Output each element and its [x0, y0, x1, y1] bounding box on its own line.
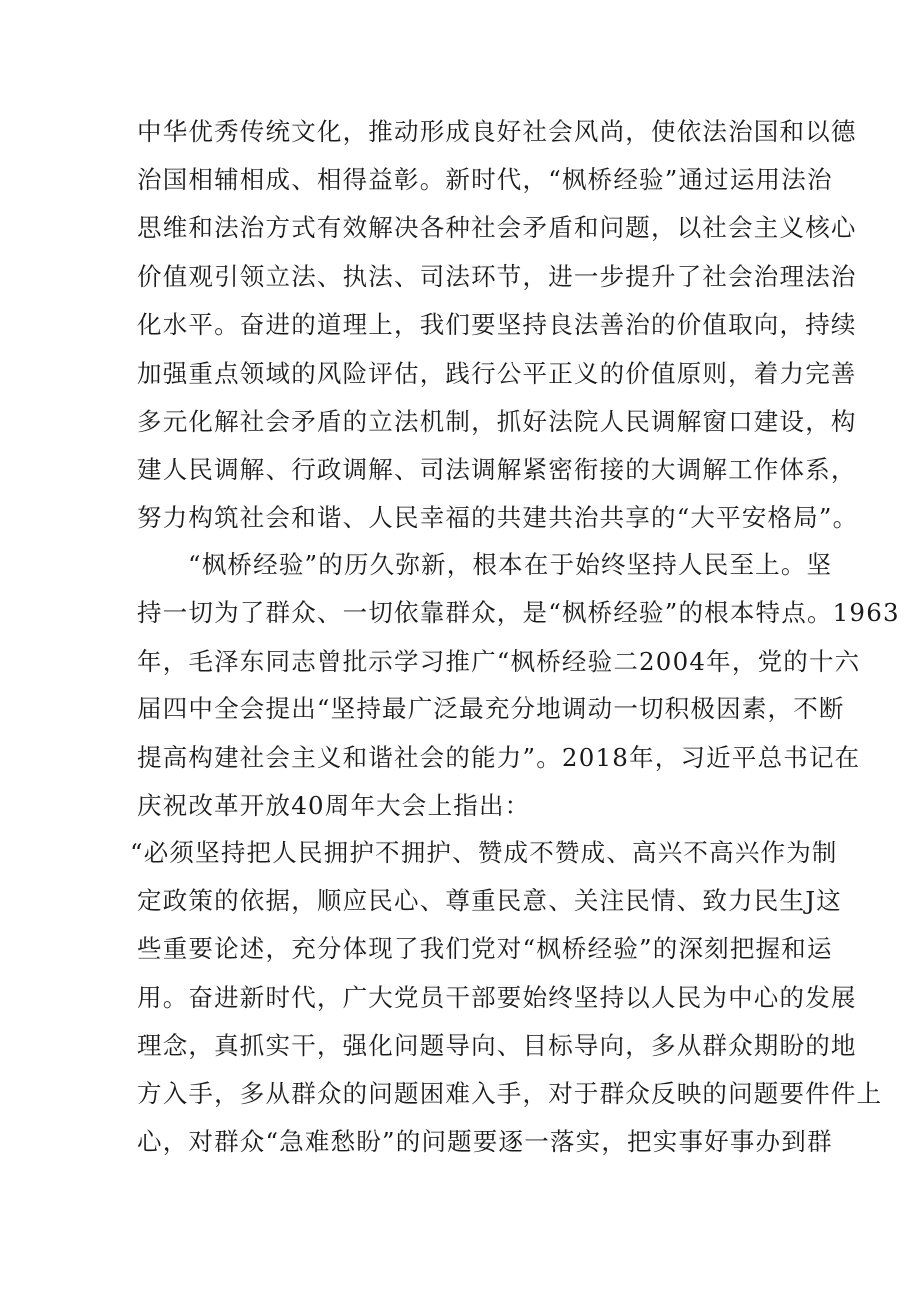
text-line: 努力构筑社会和谐、人民幸福的共建共治共享的“大平安格局”。: [137, 503, 859, 532]
paragraph-first-line: “枫桥经验”的历久弥新，根本在于始终坚持人民至上。坚: [188, 550, 833, 579]
text-line: 价值观引领立法、执法、司法环节，进一步提升了社会治理法治: [137, 262, 857, 291]
text-line: 中华优秀传统文化，推动形成良好社会风尚，使依法治国和以德: [137, 117, 857, 146]
text-line: 些重要论述，充分体现了我们党对“枫桥经验”的深刻把握和运: [137, 934, 833, 963]
quote-line: “必须坚持把人民拥护不拥护、赞成不赞成、高兴不高兴作为制: [130, 838, 838, 867]
text-line: 持一切为了群众、一切依靠群众，是“枫桥经验”的根本特点。1963: [137, 598, 900, 627]
text-line: 建人民调解、行政调解、司法调解紧密衔接的大调解工作体系，: [137, 455, 857, 484]
text-line: 思维和法治方式有效解决各种社会矛盾和问题，以社会主义核心: [137, 213, 857, 242]
text-line: 治国相辅相成、相得益彰。新时代，“枫桥经验”通过运用法治: [137, 165, 833, 194]
text-line: 定政策的依据，顺应民心、尊重民意、关注民情、致力民生J这: [137, 886, 842, 915]
text-line: 届四中全会提出“坚持最广泛最充分地调动一切积极因素，不断: [137, 694, 845, 723]
text-line: 方入手，多从群众的问题困难入手，对于群众反映的问题要件件上: [137, 1079, 883, 1108]
text-line: 提高构建社会主义和谐社会的能力”。2018年，习近平总书记在: [137, 743, 861, 772]
text-line: 庆祝改革开放40周年大会上指出：: [137, 791, 531, 820]
text-line: 加强重点领域的风险评估，践行公平正义的价值原则，着力完善: [137, 359, 857, 388]
text-line: 心，对群众“急难愁盼”的问题要逐一落实，把实事好事办到群: [137, 1127, 833, 1156]
text-line: 多元化解社会矛盾的立法机制，抓好法院人民调解窗口建设，构: [137, 407, 857, 436]
text-line: 理念，真抓实干，强化问题导向、目标导向，多从群众期盼的地: [137, 1031, 857, 1060]
text-line: 年，毛泽东同志曾批示学习推广“枫桥经验二2004年，党的十六: [137, 647, 861, 676]
text-line: 化水平。奋进的道理上，我们要坚持良法善治的价值取向，持续: [137, 310, 857, 339]
text-line: 用。奋进新时代，广大党员干部要始终坚持以人民为中心的发展: [137, 983, 857, 1012]
